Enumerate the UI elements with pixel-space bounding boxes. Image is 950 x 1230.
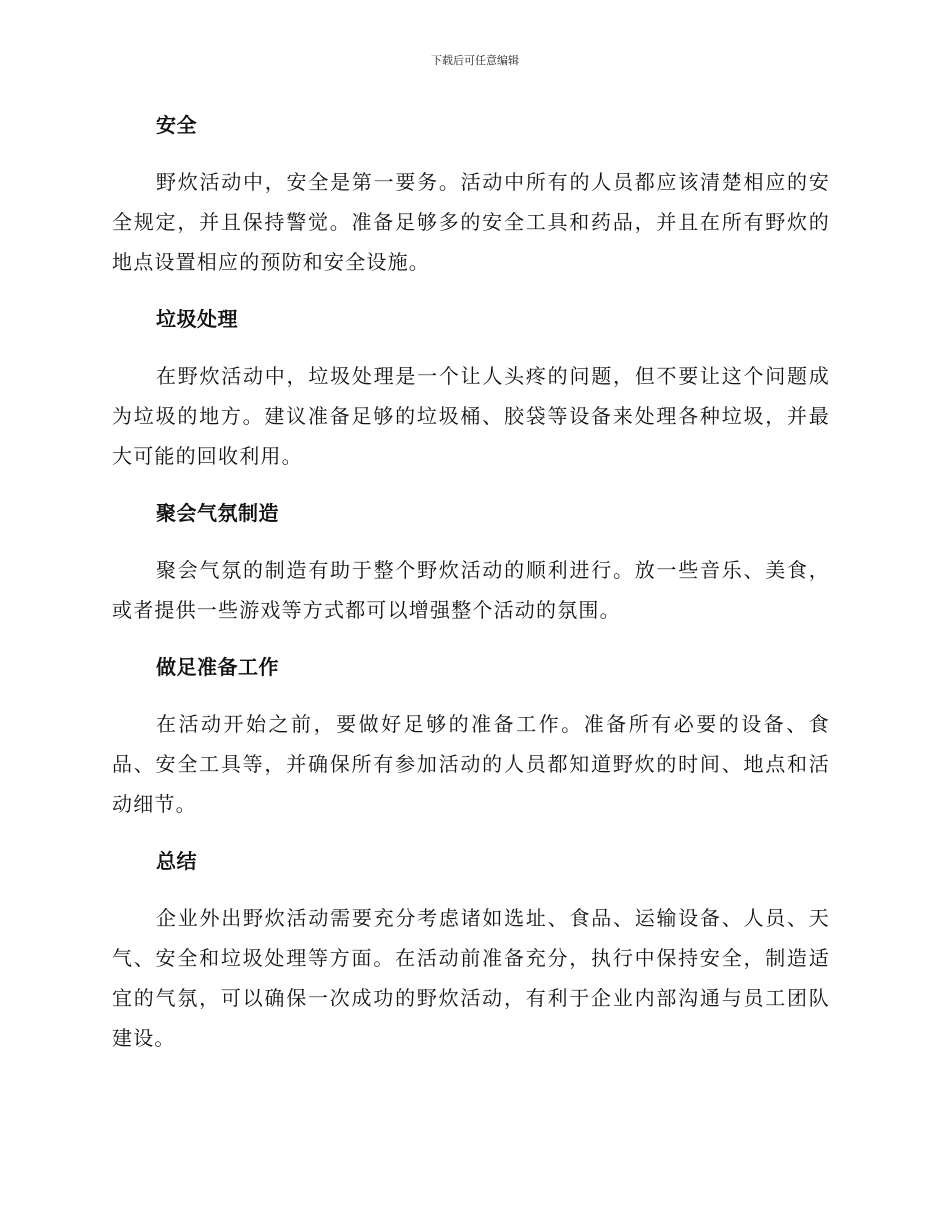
section-heading: 垃圾处理 [156, 307, 238, 331]
page-header-note: 下载后可任意编辑 [431, 54, 519, 67]
section-paragraph: 在野炊活动中，垃圾处理是一个让人头疼的问题，但不要让这个问题成为垃圾的地方。建议准备足够的垃圾桶、胶袋等设备来处理各种垃圾，并最大可能的回收利用。 [112, 364, 830, 468]
section-summary [112, 840, 830, 1058]
section-paragraph: 野炊活动中，安全是第一要务。活动中所有的人员都应该清楚相应的安全规定，并且保持警觉。准备足够多的安全工具和药品，并且在所有野炊的地点设置相应的预防和安全设施。 [112, 170, 830, 274]
section-paragraph: 聚会气氛的制造有助于整个野炊活动的顺利进行。放一些音乐、美食，或者提供一些游戏等方式都可以增强整个活动的氛围。 [112, 558, 830, 622]
section-safety [112, 104, 830, 282]
section-preparation [112, 646, 830, 824]
document-body [112, 104, 830, 1074]
section-heading: 聚会气氛制造 [156, 501, 279, 525]
section-paragraph: 在活动开始之前，要做好足够的准备工作。准备所有必要的设备、食品、安全工具等，并确保所有参加活动的人员都知道野炊的时间、地点和活动细节。 [112, 712, 830, 816]
section-heading: 安全 [156, 113, 197, 137]
section-heading: 做足准备工作 [156, 655, 279, 679]
section-heading: 总结 [156, 849, 197, 873]
section-paragraph: 企业外出野炊活动需要充分考虑诸如选址、食品、运输设备、人员、天气、安全和垃圾处理等方面。在活动前准备充分，执行中保持安全，制造适宜的气氛，可以确保一次成功的野炊活动，有利于企业内部沟通与员工团队建设。 [112, 906, 830, 1050]
section-garbage [112, 298, 830, 476]
section-atmosphere [112, 492, 830, 630]
